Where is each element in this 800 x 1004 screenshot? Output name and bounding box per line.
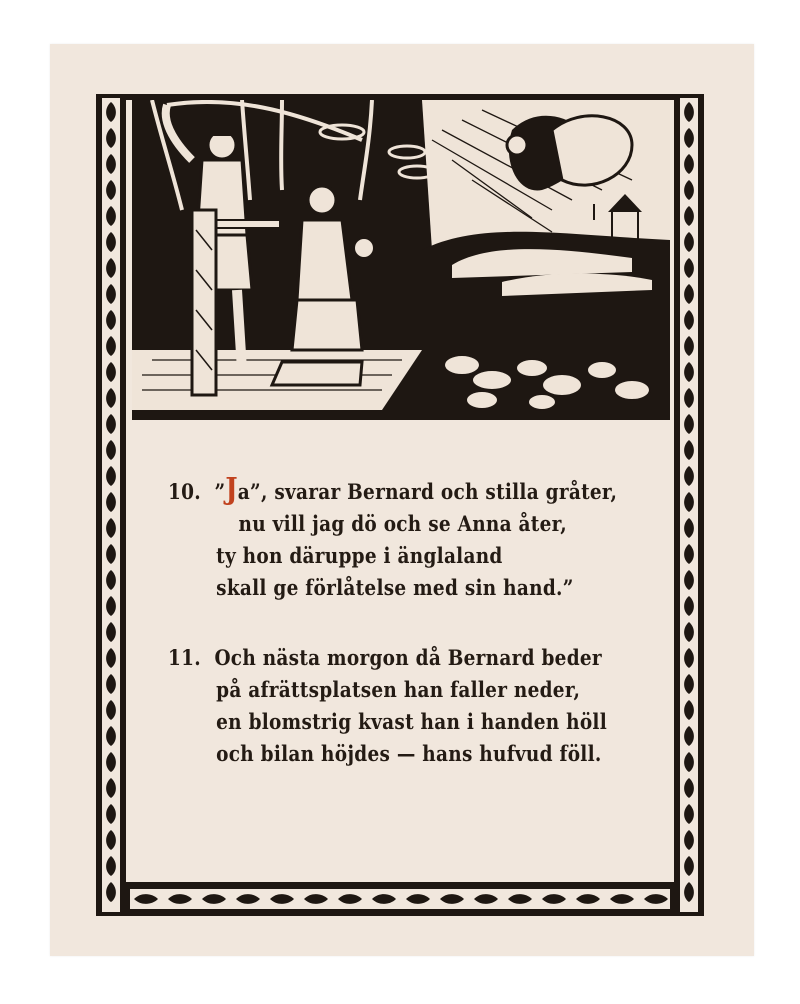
woodcut-illustration	[132, 100, 670, 420]
stanza-number: 10.	[168, 480, 201, 505]
verse-line	[168, 472, 618, 509]
verse-text	[168, 474, 648, 809]
right-border-ornament	[674, 94, 704, 916]
woodcut-scene	[132, 100, 670, 420]
verse-line: en blomstrig kvast han i handen höll	[216, 710, 607, 735]
bottom-border	[126, 882, 674, 916]
red-initial-letter: J	[225, 472, 238, 507]
stanza-11	[168, 643, 648, 771]
verse-line: skall ge förlåtelse med sin hand.”	[216, 576, 574, 601]
verse-line	[168, 643, 602, 675]
left-border-ornament	[96, 94, 126, 916]
bottom-border-ornament	[126, 882, 674, 916]
right-border	[674, 94, 704, 916]
verse-line-text: Och nästa morgon då Bernard beder	[214, 646, 602, 671]
verse-line: på afrättsplatsen han faller neder,	[216, 678, 581, 703]
left-border	[96, 94, 126, 916]
stanza-10	[168, 474, 648, 605]
stanza-number: 11.	[168, 646, 201, 671]
verse-line-text: a”, svarar Bernard och stilla gråter,	[237, 480, 618, 505]
verse-line: och bilan höjdes — hans hufvud föll.	[216, 742, 602, 767]
verse-line: ty hon däruppe i änglaland	[216, 544, 503, 569]
verse-line: nu vill jag dö och se Anna åter,	[238, 512, 567, 537]
open-quote: ”	[214, 480, 226, 505]
